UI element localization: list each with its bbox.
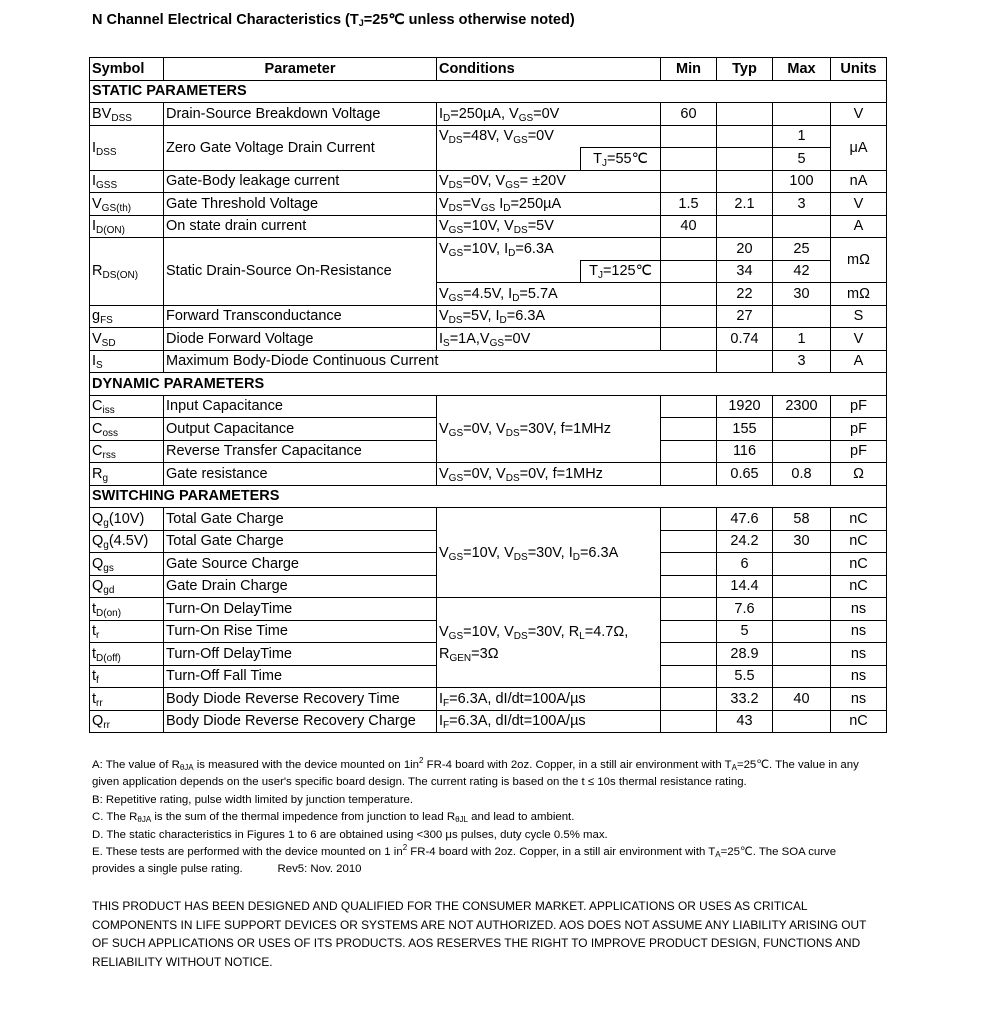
- section-switching: SWITCHING PARAMETERS: [90, 485, 887, 508]
- table-row: [90, 103, 887, 126]
- conditions-cell: $V_{GS}=0V$, $V_{DS}=0V$, f=1MHz: [437, 463, 661, 486]
- disclaimer: THIS PRODUCT HAS BEEN DESIGNED AND QUALIFIED FOR THE CONSUMER MARKET. APPLICATIONS OR USES AS CRITICAL COMPONENTS IN LIFE SUPPORT DEVICES OR SYSTEMS ARE NOT AUTHORIZED. AOS DOES NOT ASSUME ANY LIABILITY ARISING OUT OF SUCH APPLICATIONS OR USES OF ITS PRODUCTS. AOS RESERVES THE RIGHT TO IMPROVE PRODUCT DESIGN, FUNCTIONS AND RELIABILITY WITHOUT NOTICE.: [92, 899, 867, 969]
- table-header-row: [90, 58, 887, 81]
- symbol-cell: $Q_g(10V)$: [90, 508, 164, 531]
- parameter-cell: Gate Threshold Voltage: [164, 193, 437, 216]
- max-cell: [773, 665, 831, 688]
- table-row: [90, 350, 887, 373]
- symbol-cell: $C_{iss}$: [90, 395, 164, 418]
- symbol-cell: $V_{GS(th)}$: [90, 193, 164, 216]
- max-cell: 1: [773, 125, 831, 148]
- electrical-characteristics-table: [89, 57, 887, 733]
- conditions-cell: [437, 260, 581, 283]
- table-row: [90, 508, 887, 531]
- typ-cell: 24.2: [717, 530, 773, 553]
- typ-cell: [717, 350, 773, 373]
- typ-cell: 33.2: [717, 688, 773, 711]
- table-row: [90, 688, 887, 711]
- symbol-cell: $V_{SD}$: [90, 328, 164, 351]
- note-e: E. These tests are performed with the device mounted on 1 $in^2$ FR-4 board with 2oz. Copper, in a still air environment with TA=25℃. The SOA curve provides a single pulse rating. Rev5: Nov. 2010: [92, 843, 837, 876]
- min-cell: [661, 575, 717, 598]
- col-typ: Typ: [717, 58, 773, 81]
- typ-cell: 27: [717, 305, 773, 328]
- symbol-cell: $t_{D(off)}$: [90, 643, 164, 666]
- symbol-cell: $t_f$: [90, 665, 164, 688]
- typ-cell: 5.5: [717, 665, 773, 688]
- note-a: A: The value of RθJA is measured with the device mounted on $1in^2$ FR-4 board with 2oz. Copper, in a still air environment with TA=25℃. The value in any given application depends on the user's specific board design. The current rating is based on the t ≤ 10s thermal resistance rating.: [92, 756, 859, 789]
- parameter-cell: Forward Transconductance: [164, 305, 437, 328]
- parameter-cell: Zero Gate Voltage Drain Current: [164, 125, 437, 170]
- conditions-cell: $V_{GS}=0V$, $V_{DS}=30V$, f=1MHz: [437, 395, 661, 463]
- units-cell: ns: [831, 620, 887, 643]
- max-cell: 100: [773, 170, 831, 193]
- units-cell: nC: [831, 575, 887, 598]
- section-row: [90, 485, 887, 508]
- symbol-cell: $I_S$: [90, 350, 164, 373]
- parameter-cell: Turn-On DelayTime: [164, 598, 437, 621]
- max-cell: 58: [773, 508, 831, 531]
- section-dynamic: DYNAMIC PARAMETERS: [90, 373, 887, 396]
- min-cell: [661, 553, 717, 576]
- units-cell: V: [831, 103, 887, 126]
- conditions-cell: $V_{DS}=0V$, $V_{GS}= \pm 20V$: [437, 170, 661, 193]
- parameter-cell: Total Gate Charge: [164, 530, 437, 553]
- max-cell: [773, 305, 831, 328]
- min-cell: [661, 710, 717, 733]
- units-cell: nA: [831, 170, 887, 193]
- conditions-cell: $V_{GS}=10V$, $I_D=6.3A$: [437, 238, 661, 261]
- typ-cell: [717, 215, 773, 238]
- symbol-cell: $Q_{gs}$: [90, 553, 164, 576]
- min-cell: [661, 665, 717, 688]
- col-symbol: Symbol: [90, 58, 164, 81]
- min-cell: [661, 283, 717, 306]
- tj-cell: $T_J=125℃$: [581, 260, 661, 283]
- parameter-cell: Diode Forward Voltage: [164, 328, 437, 351]
- conditions-cell: $I_S=1A,V_{GS}=0V$: [437, 328, 661, 351]
- parameter-cell: Reverse Transfer Capacitance: [164, 440, 437, 463]
- min-cell: [661, 238, 717, 261]
- symbol-cell: $t_{rr}$: [90, 688, 164, 711]
- symbol-cell: $C_{oss}$: [90, 418, 164, 441]
- typ-cell: 20: [717, 238, 773, 261]
- revision-label: Rev5: Nov. 2010: [277, 863, 362, 876]
- parameter-cell: Gate resistance: [164, 463, 437, 486]
- min-cell: [661, 508, 717, 531]
- tj-cell: $T_J=55℃$: [581, 148, 661, 171]
- table-row: [90, 305, 887, 328]
- max-cell: 30: [773, 530, 831, 553]
- units-cell: mΩ: [831, 283, 887, 306]
- table-row: [90, 710, 887, 733]
- conditions-cell: [437, 148, 581, 171]
- max-cell: [773, 620, 831, 643]
- symbol-cell: $BV_{DSS}$: [90, 103, 164, 126]
- typ-cell: 34: [717, 260, 773, 283]
- max-cell: [773, 418, 831, 441]
- parameter-cell: Static Drain-Source On-Resistance: [164, 238, 437, 306]
- units-cell: A: [831, 215, 887, 238]
- table-row: [90, 215, 887, 238]
- page-title: N Channel Electrical Characteristics ($T_J=25℃$ unless otherwise noted): [92, 12, 575, 28]
- max-cell: 30: [773, 283, 831, 306]
- units-cell: pF: [831, 395, 887, 418]
- units-cell: Ω: [831, 463, 887, 486]
- max-cell: [773, 575, 831, 598]
- parameter-cell: Output Capacitance: [164, 418, 437, 441]
- units-cell: ns: [831, 665, 887, 688]
- symbol-cell: $C_{rss}$: [90, 440, 164, 463]
- section-static: STATIC PARAMETERS: [90, 80, 887, 103]
- units-cell: nC: [831, 710, 887, 733]
- conditions-cell: $V_{GS}=10V$, $V_{DS}=5V$: [437, 215, 661, 238]
- table-row: [90, 598, 887, 621]
- max-cell: 2300: [773, 395, 831, 418]
- typ-cell: 43: [717, 710, 773, 733]
- units-cell: V: [831, 193, 887, 216]
- max-cell: [773, 440, 831, 463]
- min-cell: [661, 688, 717, 711]
- typ-cell: 22: [717, 283, 773, 306]
- units-cell: ns: [831, 688, 887, 711]
- parameter-cell: Turn-On Rise Time: [164, 620, 437, 643]
- typ-cell: 116: [717, 440, 773, 463]
- footnotes: [92, 757, 872, 879]
- units-cell: ns: [831, 643, 887, 666]
- typ-cell: 47.6: [717, 508, 773, 531]
- units-cell: V: [831, 328, 887, 351]
- parameter-cell: Gate Source Charge: [164, 553, 437, 576]
- typ-cell: 0.74: [717, 328, 773, 351]
- max-cell: 25: [773, 238, 831, 261]
- max-cell: 3: [773, 193, 831, 216]
- min-cell: [661, 598, 717, 621]
- min-cell: [661, 170, 717, 193]
- symbol-cell: $R_g$: [90, 463, 164, 486]
- conditions-cell: $I_F=6.3A$, dI/dt=100A/µs: [437, 710, 661, 733]
- table-row: [90, 170, 887, 193]
- min-cell: [661, 418, 717, 441]
- symbol-cell: $I_{D(ON)}$: [90, 215, 164, 238]
- parameter-cell: Gate-Body leakage current: [164, 170, 437, 193]
- typ-cell: 14.4: [717, 575, 773, 598]
- symbol-cell: $I_{DSS}$: [90, 125, 164, 170]
- max-cell: [773, 643, 831, 666]
- section-row: [90, 80, 887, 103]
- parameter-cell: Total Gate Charge: [164, 508, 437, 531]
- typ-cell: 7.6: [717, 598, 773, 621]
- min-cell: [661, 328, 717, 351]
- max-cell: [773, 215, 831, 238]
- conditions-cell: $I_F=6.3A$, dI/dt=100A/µs: [437, 688, 661, 711]
- col-units: Units: [831, 58, 887, 81]
- units-cell: nC: [831, 530, 887, 553]
- max-cell: [773, 710, 831, 733]
- typ-cell: [717, 103, 773, 126]
- min-cell: [661, 305, 717, 328]
- typ-cell: [717, 125, 773, 148]
- conditions-cell: $V_{GS}=4.5V$, $I_D=5.7A$: [437, 283, 661, 306]
- max-cell: [773, 598, 831, 621]
- note-c: C. The RθJA is the sum of the thermal impedence from junction to lead RθJL and lead to ambient.: [92, 811, 575, 825]
- units-cell: nC: [831, 553, 887, 576]
- table-row: [90, 238, 887, 261]
- units-cell: mΩ: [831, 238, 887, 283]
- units-cell: pF: [831, 440, 887, 463]
- min-cell: [661, 643, 717, 666]
- table-row: [90, 125, 887, 148]
- max-cell: 3: [773, 350, 831, 373]
- parameter-cell: On state drain current: [164, 215, 437, 238]
- col-conditions: Conditions: [437, 58, 661, 81]
- units-cell: μA: [831, 125, 887, 170]
- table-row: [90, 463, 887, 486]
- conditions-cell: $V_{DS}=V_{GS}$ $I_D=250\mu A$: [437, 193, 661, 216]
- note-b: B: Repetitive rating, pulse width limited by junction temperature.: [92, 793, 413, 806]
- min-cell: [661, 260, 717, 283]
- units-cell: ns: [831, 598, 887, 621]
- symbol-cell: $Q_{gd}$: [90, 575, 164, 598]
- parameter-cell: Gate Drain Charge: [164, 575, 437, 598]
- max-cell: [773, 553, 831, 576]
- table-row: [90, 395, 887, 418]
- max-cell: 1: [773, 328, 831, 351]
- conditions-cell: $V_{DS}=48V$, $V_{GS}=0V$: [437, 125, 661, 148]
- min-cell: 40: [661, 215, 717, 238]
- col-min: Min: [661, 58, 717, 81]
- symbol-cell: $g_{FS}$: [90, 305, 164, 328]
- max-cell: 40: [773, 688, 831, 711]
- symbol-cell: $R_{DS(ON)}$: [90, 238, 164, 306]
- typ-cell: 1920: [717, 395, 773, 418]
- typ-cell: 6: [717, 553, 773, 576]
- max-cell: 42: [773, 260, 831, 283]
- min-cell: [661, 148, 717, 171]
- parameter-cell: Turn-Off Fall Time: [164, 665, 437, 688]
- min-cell: [661, 530, 717, 553]
- parameter-cell: Maximum Body-Diode Continuous Current: [164, 350, 717, 373]
- typ-cell: [717, 148, 773, 171]
- units-cell: nC: [831, 508, 887, 531]
- conditions-cell: $V_{GS}=10V$, $V_{DS}=30V$, $I_D=6.3A$: [437, 508, 661, 598]
- typ-cell: 0.65: [717, 463, 773, 486]
- typ-cell: [717, 170, 773, 193]
- max-cell: 5: [773, 148, 831, 171]
- parameter-cell: Body Diode Reverse Recovery Charge: [164, 710, 437, 733]
- units-cell: S: [831, 305, 887, 328]
- min-cell: [661, 620, 717, 643]
- typ-cell: 28.9: [717, 643, 773, 666]
- min-cell: [661, 125, 717, 148]
- table-row: [90, 328, 887, 351]
- parameter-cell: Drain-Source Breakdown Voltage: [164, 103, 437, 126]
- min-cell: [661, 463, 717, 486]
- units-cell: pF: [831, 418, 887, 441]
- conditions-cell: $I_D=250\mu A$, $V_{GS}=0V$: [437, 103, 661, 126]
- units-cell: A: [831, 350, 887, 373]
- min-cell: 1.5: [661, 193, 717, 216]
- conditions-cell: $V_{DS}=5V$, $I_D=6.3A$: [437, 305, 661, 328]
- min-cell: 60: [661, 103, 717, 126]
- symbol-cell: $Q_g(4.5V)$: [90, 530, 164, 553]
- parameter-cell: Body Diode Reverse Recovery Time: [164, 688, 437, 711]
- max-cell: [773, 103, 831, 126]
- col-parameter: Parameter: [164, 58, 437, 81]
- min-cell: [661, 440, 717, 463]
- col-max: Max: [773, 58, 831, 81]
- note-d: D. The static characteristics in Figures 1 to 6 are obtained using <300 μs pulses, duty cycle 0.5% max.: [92, 828, 608, 841]
- parameter-cell: Turn-Off DelayTime: [164, 643, 437, 666]
- symbol-cell: $I_{GSS}$: [90, 170, 164, 193]
- symbol-cell: $t_r$: [90, 620, 164, 643]
- conditions-cell: $V_{GS}=10V$, $V_{DS}=30V$, $R_L=4.7\Omega$, $R_{GEN}=3\Omega$: [437, 598, 661, 688]
- table-row: [90, 193, 887, 216]
- max-cell: 0.8: [773, 463, 831, 486]
- parameter-cell: Input Capacitance: [164, 395, 437, 418]
- symbol-cell: $t_{D(on)}$: [90, 598, 164, 621]
- section-row: [90, 373, 887, 396]
- typ-cell: 5: [717, 620, 773, 643]
- typ-cell: 2.1: [717, 193, 773, 216]
- symbol-cell: $Q_{rr}$: [90, 710, 164, 733]
- typ-cell: 155: [717, 418, 773, 441]
- min-cell: [661, 395, 717, 418]
